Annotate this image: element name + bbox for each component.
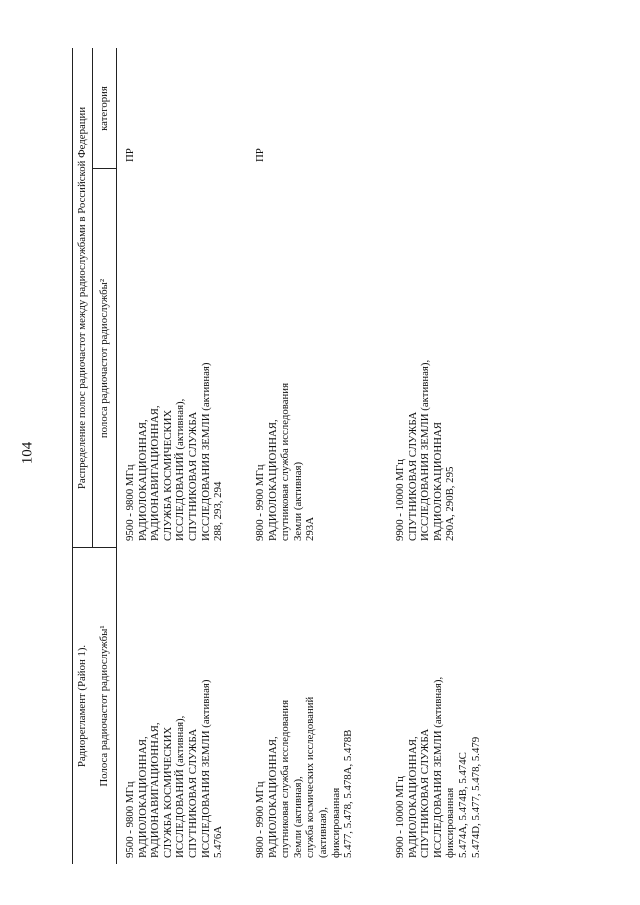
row2-left-cell: 9800 - 9900 МГц РАДИОЛОКАЦИОННАЯ, спутниковая служба исследования Земли (активная), служба космических исследований (активная), фиксированная 5.477, 5.478, 5.478A, 5.478B [254,696,355,858]
row2-middle-cell: 9800 - 9900 МГц РАДИОЛОКАЦИОННАЯ, спутниковая служба исследования Земли (активная) 293A [254,382,317,541]
header-bottom-rule [116,48,117,864]
header-band-rule [92,48,93,548]
header-right-category: категория [98,86,110,131]
header-right-top: Распределение полос радиочастот между радиослужбами в Российской Федерации [76,106,88,490]
row2-category: ПР [254,148,266,162]
row1-middle-cell: 9500 - 9800 МГц РАДИОЛОКАЦИОННАЯ, РАДИОНАВИГАЦИОННАЯ, СЛУЖБА КОСМИЧЕСКИХ ИССЛЕДОВАНИЙ (активная), СПУТНИКОВАЯ СЛУЖБА ИССЛЕДОВАНИЯ ЗЕМЛИ (активная) 288, 293, 294 [124,362,225,541]
row3-left-cell: 9900 - 10000 МГц РАДИОЛОКАЦИОННАЯ, СПУТНИКОВАЯ СЛУЖБА ИССЛЕДОВАНИЯ ЗЕМЛИ (активная), фиксированная 5.474A, 5.474B, 5.474C 5.474D, 5.477, 5.478, 5.479 [394,676,482,858]
allocation-table [72,48,637,864]
table-top-rule [72,48,73,864]
header-left-top: Радиорегламент (Район 1). [76,644,88,768]
row1-left-cell: 9500 - 9800 МГц РАДИОЛОКАЦИОННАЯ, РАДИОНАВИГАЦИОННАЯ, СЛУЖБА КОСМИЧЕСКИХ ИССЛЕДОВАНИЙ (активная), СПУТНИКОВАЯ СЛУЖБА ИССЛЕДОВАНИЯ ЗЕМЛИ (активная) 5.476A [124,679,225,858]
header-left-bottom: Полоса радиочастот радиослужбы¹ [98,625,110,787]
page-number: 104 [19,441,36,465]
header-right-band: полоса радиочастот радиослужбы² [98,278,110,439]
row3-middle-cell: 9900 - 10000 МГц СПУТНИКОВАЯ СЛУЖБА ИССЛЕДОВАНИЯ ЗЕМЛИ (активная), РАДИОЛОКАЦИОННАЯ 290A, 290B, 295 [394,359,457,541]
row1-category: ПР [124,148,136,162]
rotated-table-wrapper [72,48,637,864]
